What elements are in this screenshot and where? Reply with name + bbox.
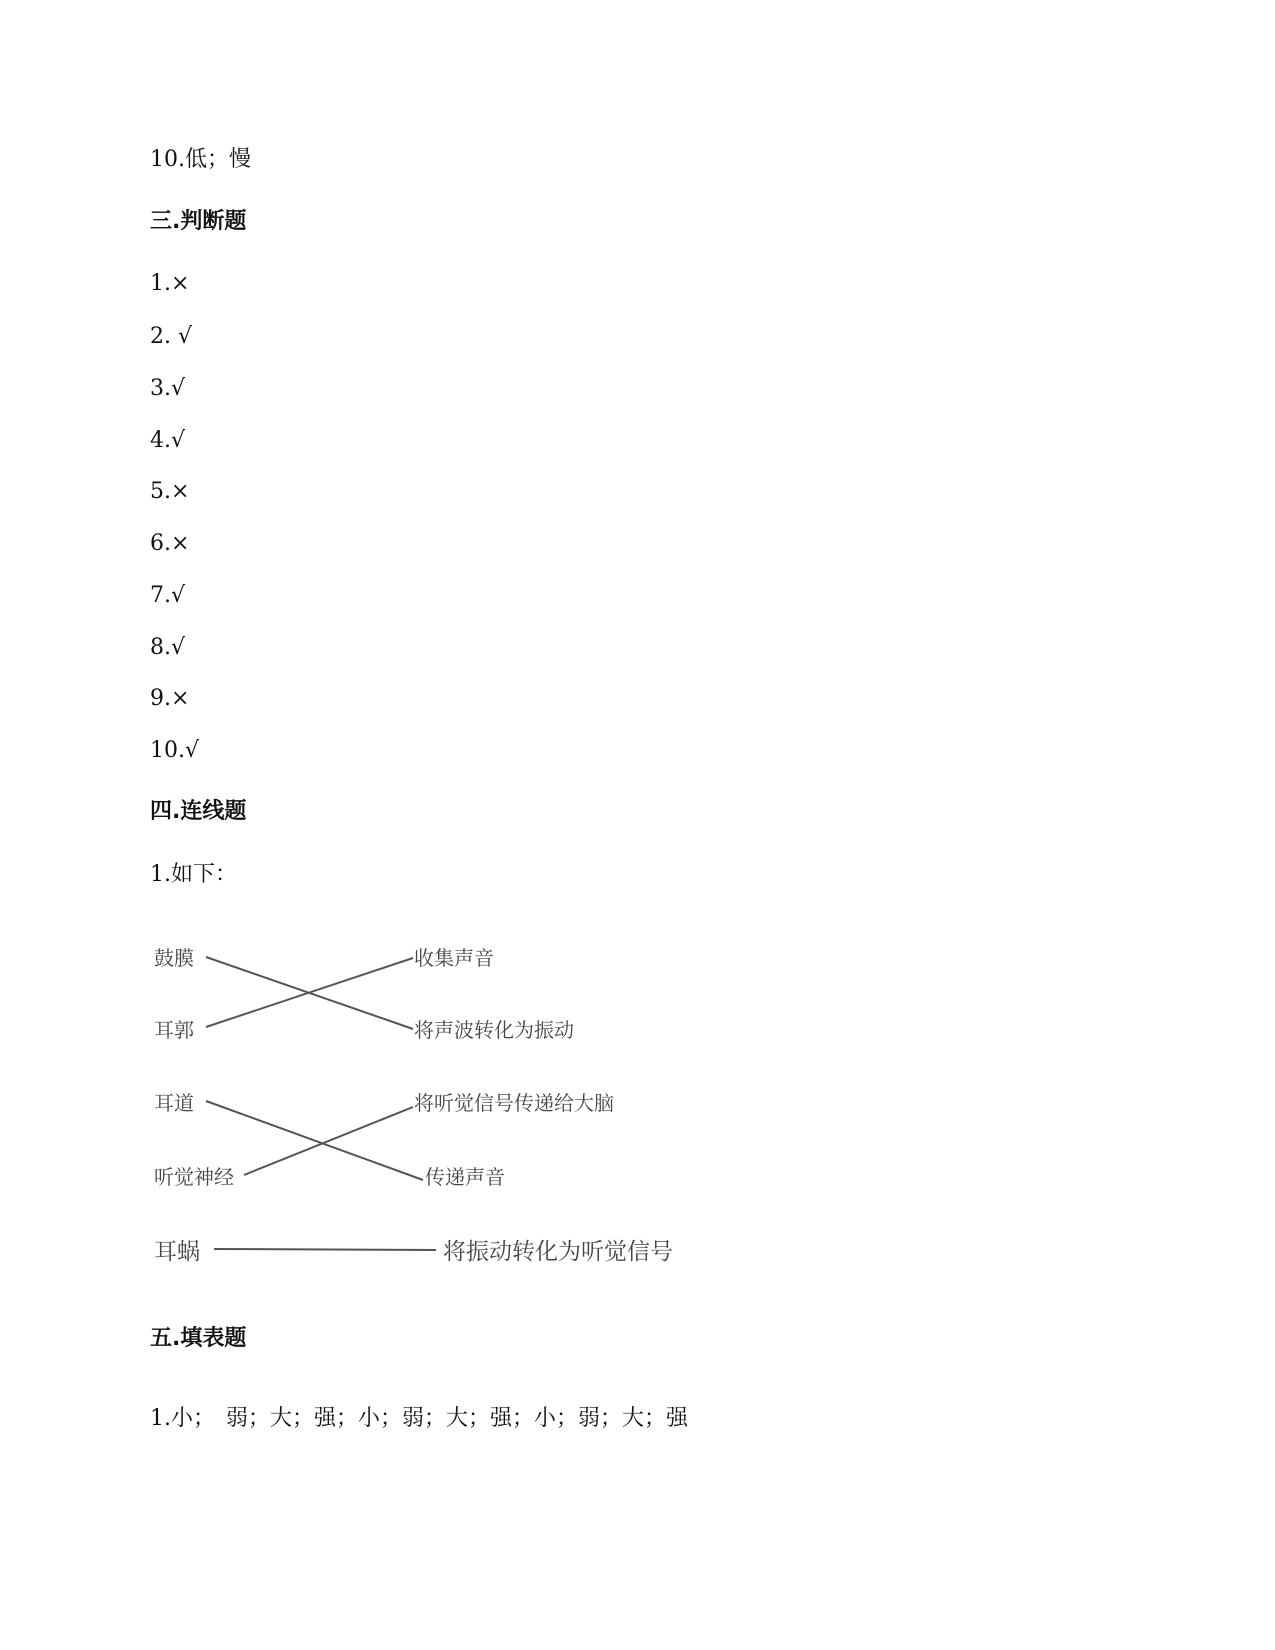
connector-line — [244, 1107, 413, 1175]
right-item: 将听觉信号传递给大脑 — [414, 1091, 614, 1115]
left-item: 耳郭 — [154, 1018, 194, 1042]
matching-heading: 四.连线题 — [150, 799, 247, 824]
left-item: 听觉神经 — [154, 1165, 234, 1189]
table-fill-answer-1: 1.小； 弱；大；强；小；弱；大；强；小；弱；大；强 — [150, 1406, 688, 1431]
fill-blank-answer-10: 10.低；慢 — [150, 147, 251, 172]
true-false-answer-4: 4.√ — [150, 428, 186, 453]
table-fill-heading: 五.填表题 — [150, 1326, 247, 1351]
connector-line — [206, 1101, 423, 1180]
true-false-answer-2: 2. √ — [150, 324, 193, 349]
left-item: 耳道 — [154, 1091, 194, 1115]
left-item: 鼓膜 — [154, 946, 194, 970]
right-item: 传递声音 — [425, 1165, 505, 1189]
true-false-answer-8: 8.√ — [150, 635, 186, 660]
right-item: 收集声音 — [414, 946, 494, 970]
true-false-answer-6: 6.× — [150, 531, 190, 556]
true-false-answer-9: 9.× — [150, 686, 190, 711]
connector-line — [214, 1249, 436, 1250]
true-false-answer-10: 10.√ — [150, 738, 200, 763]
right-item: 将振动转化为听觉信号 — [443, 1239, 673, 1265]
true-false-heading: 三.判断题 — [150, 209, 247, 234]
true-false-answer-5: 5.× — [150, 479, 190, 504]
true-false-answer-3: 3.√ — [150, 376, 186, 401]
true-false-answer-7: 7.√ — [150, 583, 186, 608]
left-item: 耳蜗 — [154, 1239, 200, 1265]
true-false-answer-1: 1.× — [150, 271, 190, 296]
matching-intro: 1.如下： — [150, 862, 237, 887]
right-item: 将声波转化为振动 — [414, 1018, 574, 1042]
